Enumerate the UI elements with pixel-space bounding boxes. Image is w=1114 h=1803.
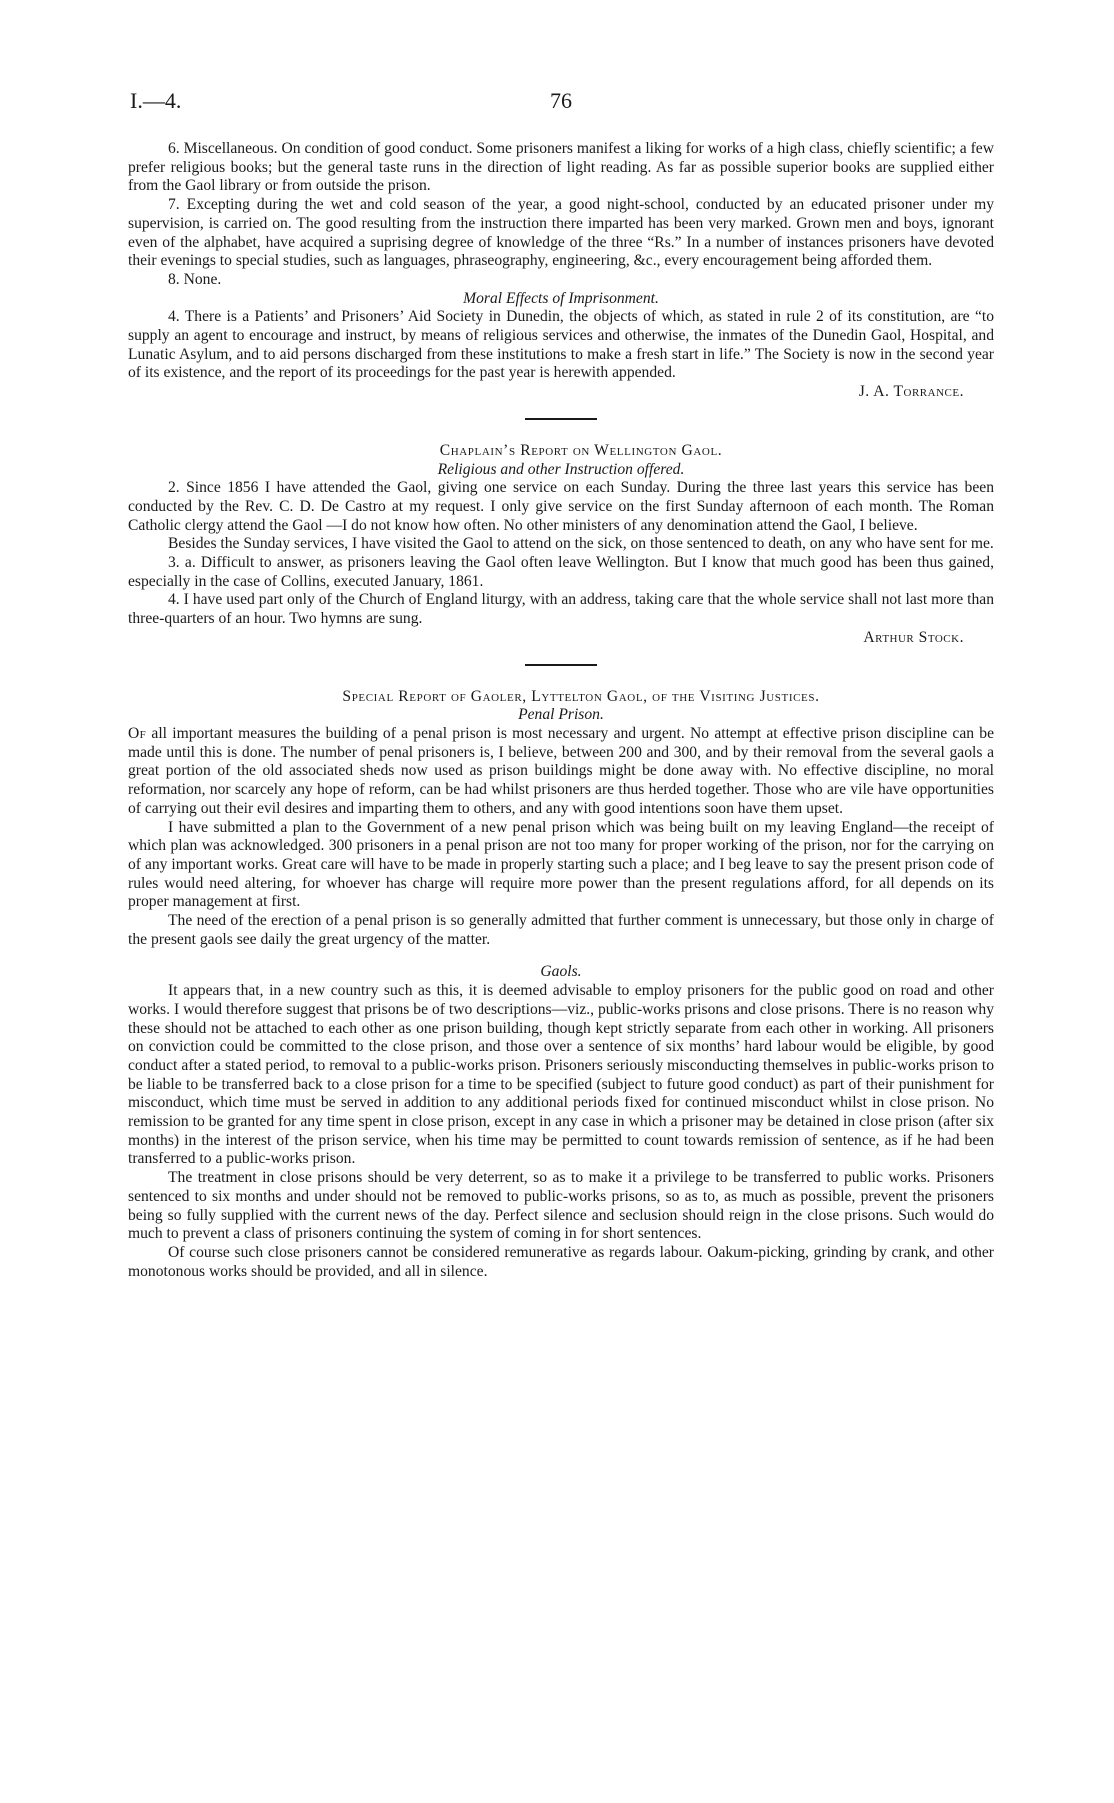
paragraph-two-descriptions: It appears that, in a new country such as this, it is deemed advisable to employ prisoners for the public good on road and other works. I would therefore suggest that prisons be of two descriptions—viz., public-works prisons and close prisons. There is no reason why these should not be attached to each other as one prison building, though kept strictly separate from each other in working. All prisoners on conviction could be committed to the close prison, and those over a sentence of six months’ hard labour would be eligible, by good conduct after a stated period, to removal to a public-works prison. Prisoners seriously misconducting themselves in public-works prison to be liable to be transferred back to a close prison for a time to be specified (subject to future good conduct) as part of their punishment for misconduct, which time must be served in addition to any additional periods fixed for continued misconduct whilst in close prison. No remission to be granted for any time spent in close prison, except in any case in which a prisoner may be detained in close prison (after six months) in the interest of the prison service, when his time may be permitted to count towards remission of sentence, as if he had been transferred to a public-works prison. [128, 982, 994, 1168]
section-title-chaplain-report: Chaplain’s Report on Wellington Gaol. [439, 441, 723, 459]
subheading-moral-effects: Moral Effects of Imprisonment. [463, 289, 659, 307]
paragraph-3-difficult: 3. a. Difficult to answer, as prisoners leaving the Gaol often leave Wellington. But I know that much good has been thus gained, especially in the case of Collins, executed January, 1861. [128, 554, 994, 590]
paragraph-besides: Besides the Sunday services, I have visited the Gaol to attend on the sick, on those sentenced to death, on any who have sent for me. [168, 535, 994, 553]
paragraph-penal-urgent-text: all important measures the building of a penal prison is most necessary and urgent. No attempt at effective prison discipline can be made until this is done. The number of penal prisoners is, I believe, between 200 and 300, and by their removal from the several gaols a great portion of the old associated sheds now used as prison buildings might be done away with. No effective discipline, no moral reformation, nor scarcely any hope of reform, can be had whilst prisoners are thus herded together. Those who are vile have opportunities of carrying out their evil desires and imparting them to others, and any with good intentions soon have them upset. [128, 724, 994, 817]
subheading-gaols: Gaols. [540, 963, 582, 981]
section-title-special-report: Special Report of Gaoler, Lyttelton Gaol, of the Visiting Justices. [342, 687, 820, 705]
signature-torrance: J. A. Torrance. [858, 383, 964, 401]
subheading-religious-instruction: Religious and other Instruction offered. [437, 460, 685, 478]
paragraph-plan-submitted: I have submitted a plan to the Government of a new penal prison which was being built on my leaving England—the receipt of which plan was acknowledged. 300 prisoners in a penal prison are not too many for proper working of the prison, nor for the carrying on of any important works. Great care will have to be made in properly starting such a place; and I beg leave to say the present prison code of rules would need altering, for whoever has charge will require more power than the present regulations afford, for all depends on its proper management at first. [128, 818, 994, 911]
subheading-penal-prison: Penal Prison. [518, 706, 604, 724]
paragraph-penal-urgent [128, 725, 994, 819]
paragraph-treatment-close-prisons: The treatment in close prisons should be very deterrent, so as to make it a privilege to be transferred to public works. Prisoners sentenced to six months and under should not be removed to public-works prisons, so as to, as much as possible, prevent the prisoners being so fully supplied with the current news of the day. Perfect silence and seclusion should reign in the close prisons. Such would do much to prevent a class of prisoners continuing the system of coming in for short sentences. [128, 1169, 994, 1243]
paragraph-4-aid-society: 4. There is a Patients’ and Prisoners’ Aid Society in Dunedin, the objects of which, as stated in rule 2 of its constitution, are “to supply an agent to encourage and instruct, by means of religious services and otherwise, the inmates of the Dunedin Gaol, Hospital, and Lunatic Asylum, and to aid persons discharged from these institutions to make a fresh start in life.” The Society is now in the second year of its existence, and the report of its proceedings for the past year is herewith appended. [128, 308, 994, 382]
paragraph-7-night-school: 7. Excepting during the wet and cold season of the year, a good night-school, conducted by an educated prisoner under my supervision, is carried on. The good resulting from the instruction there imparted has been very marked. Grown men and boys, ignorant even of the alphabet, have acquired a suprising degree of knowledge of the three “Rs.” In a number of instances prisoners have devoted their evenings to special studies, such as languages, phraseography, engineering, &c., every encouragement being afforded them. [128, 196, 994, 270]
paragraph-8-none: 8. None. [168, 270, 222, 288]
page-header [130, 88, 990, 118]
paragraph-6-miscellaneous: 6. Miscellaneous. On condition of good conduct. Some prisoners manifest a liking for works of a high class, chiefly scientific; a few prefer religious books; but the general taste runs in the direction of light reading. As far as possible superior books are supplied either from the Gaol library or from outside the prison. [128, 140, 994, 195]
paragraph-need-erection: The need of the erection of a penal prison is so generally admitted that further comment is unnecessary, but those only in charge of the present gaols see daily the great urgency of the matter. [128, 912, 994, 948]
signature-stock: Arthur Stock. [863, 628, 964, 646]
paragraph-2-services: 2. Since 1856 I have attended the Gaol, giving one service on each Sunday. During the three last years this service has been conducted by the Rev. C. D. De Castro at my request. I only give service on the first Sunday afternoon of each month. The Roman Catholic clergy attend the Gaol —I do not know how often. No other ministers of any denomination attend the Gaol, I believe. [128, 479, 994, 534]
document-reference: I.—4. [130, 88, 182, 113]
section-divider [525, 664, 597, 666]
page-number: 76 [550, 88, 572, 113]
paragraph-4-liturgy: 4. I have used part only of the Church of England liturgy, with an address, taking care that the whole service shall not last more than three-quarters of an hour. Two hymns are sung. [128, 591, 994, 628]
section-divider [525, 418, 597, 420]
paragraph-oakum-picking: Of course such close prisoners cannot be considered remunerative as regards labour. Oakum-picking, grinding by crank, and other monotonous works should be provided, and all in silence. [128, 1243, 994, 1280]
paragraph-lead-word: Of [128, 724, 147, 742]
page-body [128, 140, 994, 1281]
